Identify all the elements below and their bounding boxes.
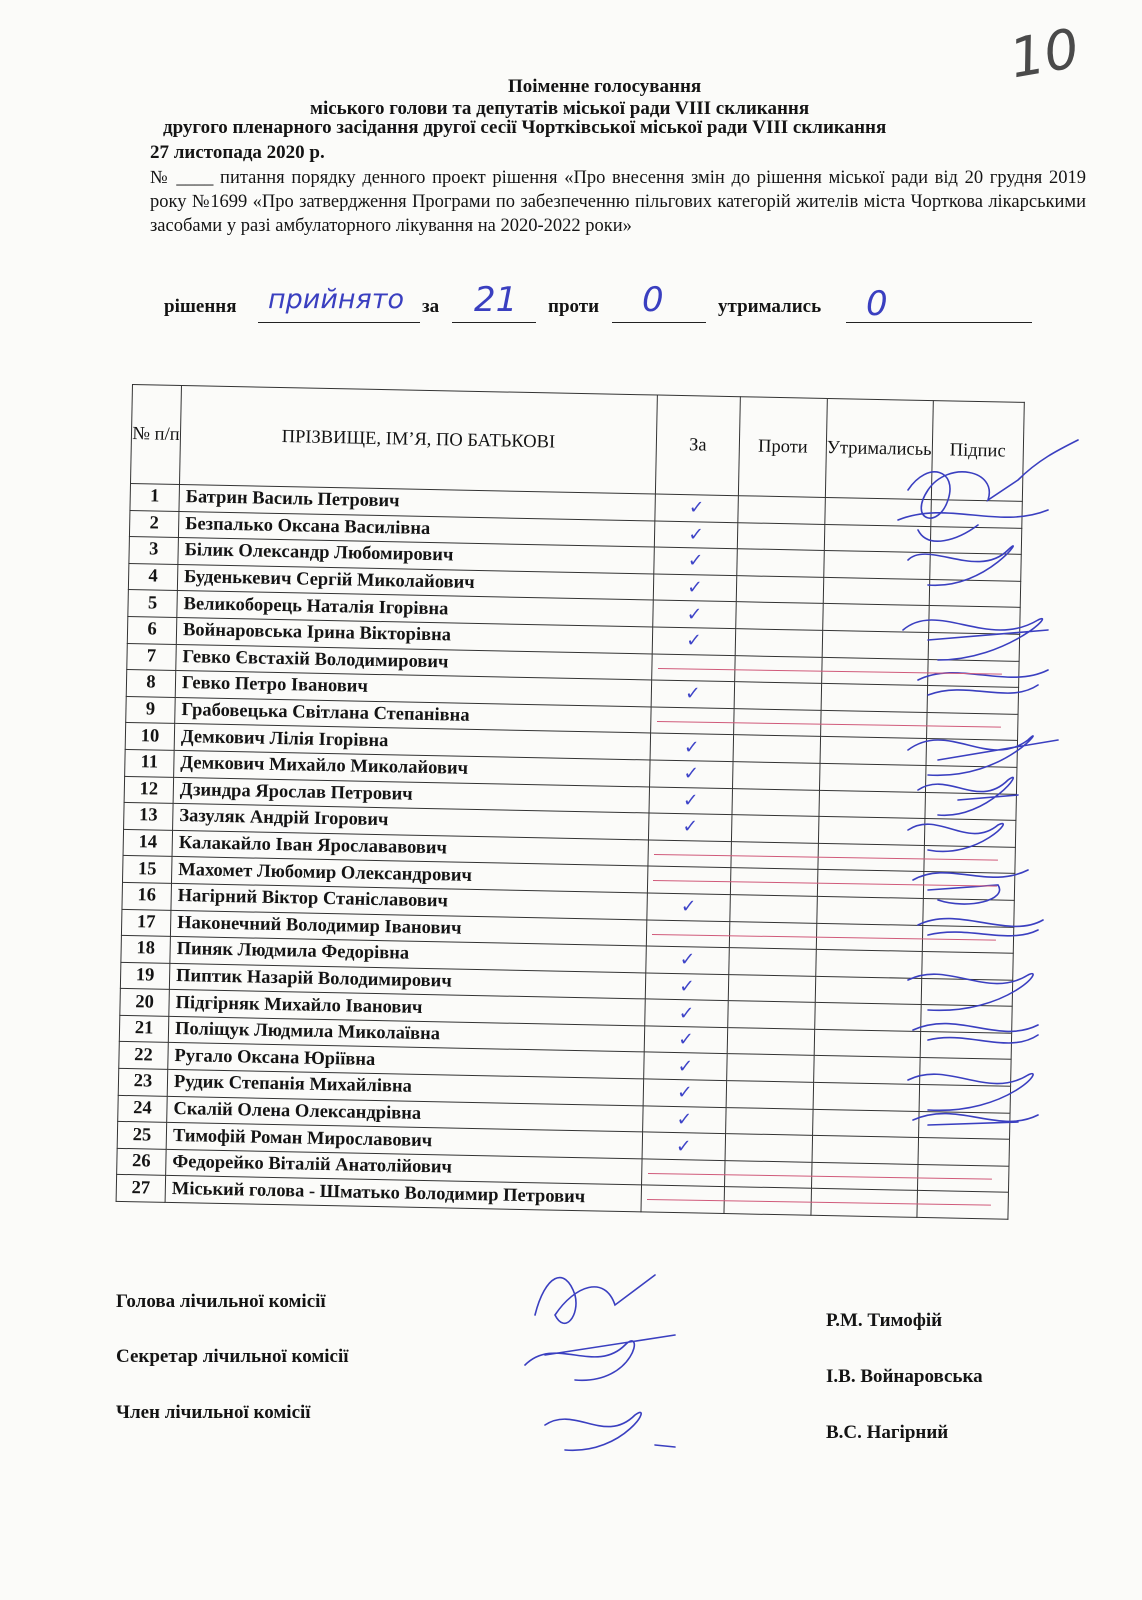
abstained-label: утримались [718, 296, 822, 317]
check-mark-icon: ✓ [682, 789, 699, 812]
row-number: 8 [126, 670, 176, 698]
against-line [612, 322, 706, 323]
document-title: Поіменне голосування [508, 76, 702, 97]
deputy-name: Безпалько Оксана Василівна [178, 511, 654, 547]
header-name: ПРІЗВИЩЕ, ІМ’Я, ПО БАТЬКОВІ [179, 385, 657, 494]
header-num: № п/п [131, 385, 182, 485]
row-number: 27 [116, 1175, 166, 1203]
vote-for-cell [649, 786, 733, 814]
row-number: 20 [120, 989, 170, 1017]
row-number: 24 [118, 1095, 168, 1123]
check-mark-icon: ✓ [675, 1135, 692, 1157]
vote-for-cell [653, 600, 737, 628]
vote-against-cell [726, 1107, 814, 1135]
check-mark-icon: ✓ [682, 816, 699, 838]
deputy-name: Гевко Євстахій Володимирович [176, 644, 652, 680]
vote-against-cell [736, 602, 824, 630]
vote-against-cell [727, 1027, 815, 1055]
vote-against-cell [736, 575, 824, 603]
chair-name: Р.М. Тимофій [826, 1310, 943, 1331]
vote-for-cell [645, 999, 729, 1027]
check-mark-icon: ✓ [679, 976, 695, 998]
row-number: 15 [122, 856, 172, 884]
deputy-name: Махомет Любомир Олександрович [171, 857, 647, 893]
row-number: 23 [118, 1068, 168, 1096]
row-number: 18 [121, 935, 171, 963]
vote-against-cell [734, 682, 822, 710]
agenda-question: № ____ питання порядку денного проект рішення «Про внесення змін до рішення міської ради від 20 грудня 2019 року №1699 «Про затвердження Програми по забезпеченню пільгових категорій жителів міста Чорткова лікарськими засобами у разі амбулаторного лікування на 2020-2022 роки» [150, 168, 1086, 236]
check-mark-icon: ✓ [679, 949, 696, 971]
vote-against-cell [737, 549, 825, 577]
deputy-name: Наконечний Володимир Іванович [170, 910, 646, 946]
check-mark-icon: ✓ [676, 1082, 693, 1104]
deputy-name: Грабовецька Світлана Степанівна [175, 697, 651, 733]
vote-for-cell [643, 1106, 727, 1134]
against-count: 0 [642, 280, 664, 320]
vote-against-cell [731, 815, 819, 843]
row-number: 6 [127, 616, 177, 644]
deputy-name: Міський голова - Шматько Володимир Петрович [165, 1176, 641, 1212]
deputy-name: Войнаровська Ірина Вікторівна [176, 617, 652, 653]
vote-for-cell [655, 494, 739, 522]
deputy-name: Білик Олександр Любомирович [178, 538, 654, 574]
row-number: 21 [119, 1015, 169, 1043]
check-mark-icon: ✓ [688, 524, 705, 546]
vote-for-cell [654, 547, 738, 575]
row-number: 10 [125, 723, 175, 751]
vote-for-cell [643, 1079, 727, 1107]
member-label: Член лічильної комісії [116, 1402, 311, 1423]
deputy-name: Пиняк Людмила Федорівна [170, 936, 646, 972]
vote-against-cell [727, 1054, 815, 1082]
row-number: 26 [117, 1148, 167, 1176]
vote-for-cell [650, 760, 734, 788]
row-number: 14 [123, 829, 173, 857]
deputy-name: Поліщук Людмила Миколаївна [168, 1016, 644, 1052]
secretary-name: І.В. Войнаровська [826, 1366, 983, 1387]
deputy-name: Федорейко Віталій Анатолійович [166, 1149, 642, 1185]
deputy-name: Буденькевич Сергій Миколайович [177, 564, 653, 600]
decision-label: рішення [164, 296, 237, 317]
deputy-name: Демкович Михайло Миколайович [174, 750, 650, 786]
check-mark-icon: ✓ [687, 577, 703, 599]
row-number: 12 [124, 776, 174, 804]
row-number: 25 [117, 1122, 167, 1150]
decision-result-line [258, 322, 420, 323]
deputy-name: Пиптик Назарій Володимирович [169, 963, 645, 999]
vote-for-cell [654, 521, 738, 549]
header-abstained: Утрималисьь [825, 398, 933, 499]
vote-against-cell [738, 496, 826, 524]
for-line [452, 322, 536, 323]
vote-against-cell [728, 974, 816, 1002]
vote-for-cell [646, 946, 730, 974]
against-label: проти [548, 296, 600, 317]
row-number: 2 [129, 510, 179, 538]
abstained-count: 0 [866, 284, 888, 324]
deputy-name: Ругало Оксана Юріївна [168, 1043, 644, 1079]
vote-against-cell [733, 735, 821, 763]
vote-for-cell [644, 1052, 728, 1080]
vote-against-cell [729, 948, 817, 976]
row-number: 17 [121, 909, 171, 937]
vote-for-cell [648, 813, 732, 841]
deputy-name: Батрин Василь Петрович [179, 484, 655, 520]
row-number: 7 [127, 643, 177, 671]
for-label: за [422, 296, 440, 317]
vote-for-cell [644, 1026, 728, 1054]
vote-against-cell [726, 1081, 814, 1109]
row-number: 11 [125, 749, 175, 777]
vote-against-cell [735, 629, 823, 657]
deputy-name: Гевко Петро Іванович [175, 671, 651, 707]
vote-for-cell [642, 1132, 726, 1160]
header-for: За [655, 395, 740, 496]
row-number: 3 [129, 537, 179, 565]
deputy-name: Тимофій Роман Мирославович [166, 1123, 642, 1159]
deputy-name: Скалій Олена Олександрівна [167, 1096, 643, 1132]
vote-against-cell [732, 788, 820, 816]
member-name: В.С. Нагірний [826, 1422, 949, 1443]
check-mark-icon: ✓ [685, 630, 702, 652]
check-mark-icon: ✓ [680, 896, 697, 918]
vote-for-cell [651, 680, 735, 708]
signature-column-scribbles [868, 420, 1108, 1240]
vote-for-cell [645, 973, 729, 1001]
for-count: 21 [474, 280, 518, 320]
vote-against-cell [730, 895, 818, 923]
chair-label: Голова лічильної комісії [116, 1291, 326, 1312]
check-mark-icon: ✓ [687, 550, 704, 572]
decision-result: прийнято [268, 284, 405, 315]
session-line: другого пленарного засідання другої сесії Чортківської міської ради VIII скликання [163, 117, 887, 138]
session-date: 27 листопада 2020 р. [150, 142, 325, 163]
vote-against-cell [733, 762, 821, 790]
vote-for-cell [653, 574, 737, 602]
page-number: 10 [1005, 16, 1084, 91]
vote-for-cell [652, 627, 736, 655]
commission-signatures [505, 1255, 705, 1485]
row-number: 16 [122, 882, 172, 910]
check-mark-icon: ✓ [677, 1029, 694, 1051]
row-number: 22 [119, 1042, 169, 1070]
deputy-name: Великоборець Наталія Ігорівна [177, 591, 653, 627]
check-mark-icon: ✓ [678, 1002, 695, 1024]
deputy-name: Рудик Степанія Михайлівна [167, 1069, 643, 1105]
row-number: 5 [128, 590, 178, 618]
check-mark-icon: ✓ [676, 1109, 693, 1131]
deputy-name: Калакайло Іван Ярослававович [172, 830, 648, 866]
deputy-name: Демкович Лілія Ігорівна [174, 724, 650, 760]
deputy-name: Зазуляк Андрій Ігорович [173, 804, 649, 840]
deputy-name: Підгірняк Михайло Іванович [169, 990, 645, 1026]
vote-against-cell [728, 1001, 816, 1029]
deputy-name: Дзиндра Ярослав Петрович [173, 777, 649, 813]
vote-against-cell [737, 522, 825, 550]
row-number: 13 [124, 803, 174, 831]
check-mark-icon: ✓ [683, 763, 700, 785]
check-mark-icon: ✓ [688, 497, 705, 519]
check-mark-icon: ✓ [677, 1055, 694, 1078]
vote-for-cell [650, 733, 734, 761]
row-number: 4 [128, 563, 178, 591]
header-signature: Підпис [931, 401, 1024, 502]
header-against: Проти [738, 397, 827, 498]
vote-against-cell [725, 1134, 813, 1162]
row-number: 1 [130, 483, 180, 511]
row-number: 9 [126, 696, 176, 724]
deputy-name: Нагірний Віктор Станіславович [171, 883, 647, 919]
document-subtitle: міського голови та депутатів міської ради VIII скликання [310, 98, 810, 119]
check-mark-icon: ✓ [686, 603, 703, 626]
vote-for-cell [647, 893, 731, 921]
check-mark-icon: ✓ [683, 736, 700, 759]
secretary-label: Секретар лічильної комісії [116, 1346, 349, 1367]
row-number: 19 [120, 962, 170, 990]
check-mark-icon: ✓ [684, 683, 701, 705]
